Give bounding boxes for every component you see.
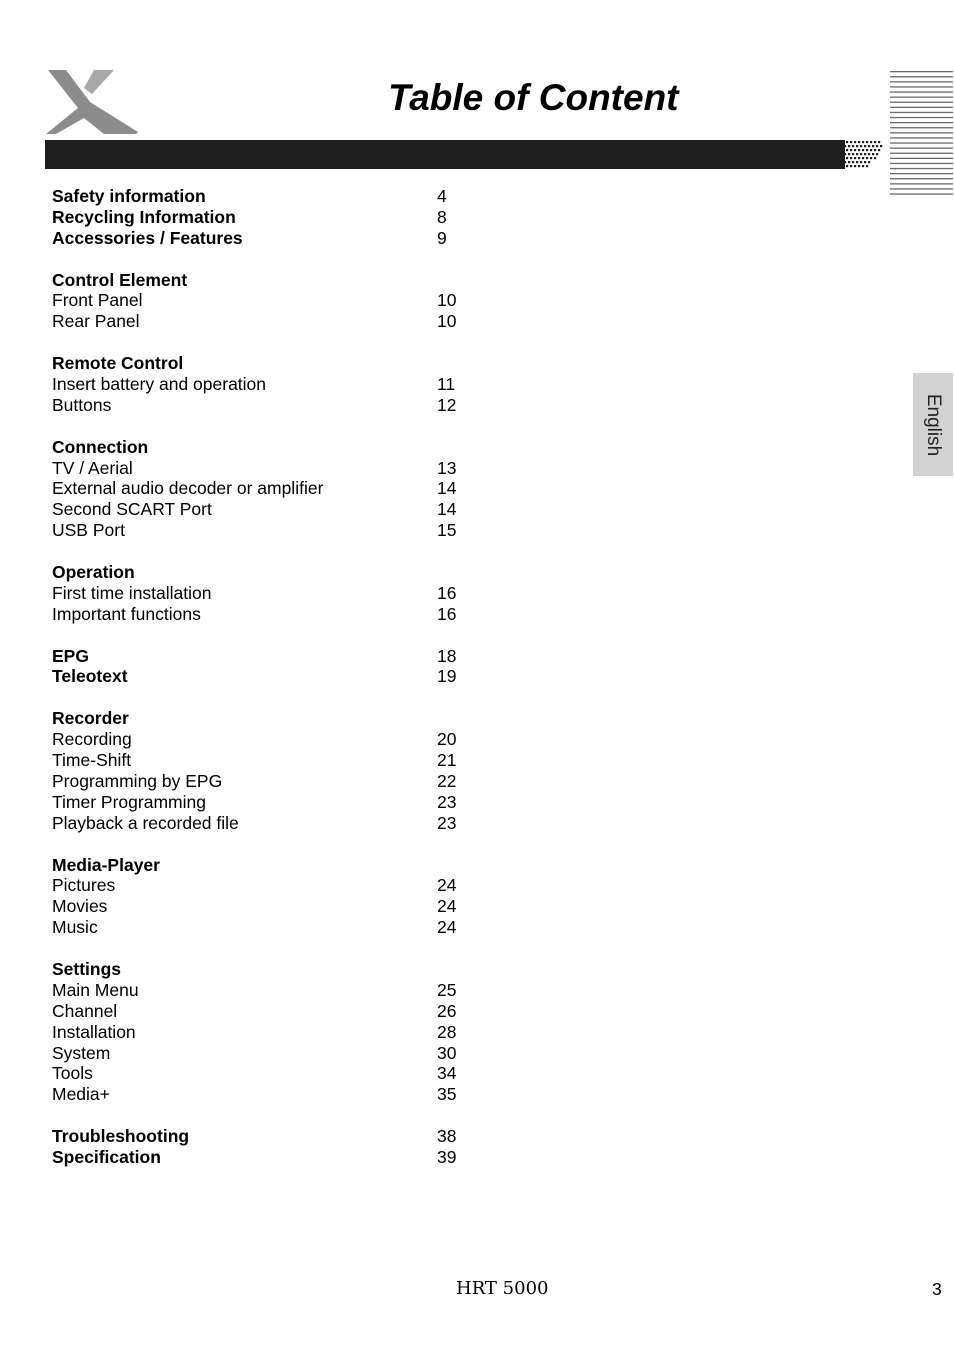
toc-entry xyxy=(52,604,472,625)
toc-entry-label: Insert battery and operation xyxy=(52,374,267,395)
toc-entry-label: Media-Player xyxy=(52,854,160,875)
toc-entry-label: Channel xyxy=(52,1000,118,1021)
toc-entry xyxy=(52,1084,472,1105)
toc-entry-page: 20 xyxy=(437,729,457,750)
toc-entry-page: 10 xyxy=(437,311,457,332)
toc-entry-page: 23 xyxy=(437,791,457,812)
toc-entry-label: Recording xyxy=(52,729,132,750)
toc-entry-label: Pictures xyxy=(52,875,116,896)
toc-entry-label: Specification xyxy=(52,1146,161,1167)
header-bar xyxy=(45,140,845,169)
toc-entry-label: Connection xyxy=(52,436,149,457)
toc-entry xyxy=(52,395,472,416)
toc-entry-label: Important functions xyxy=(52,603,201,624)
toc-entry xyxy=(52,311,472,332)
table-of-contents xyxy=(52,186,472,1168)
toc-section-heading xyxy=(52,959,472,980)
toc-entry xyxy=(52,374,472,395)
toc-section-heading xyxy=(52,437,472,458)
toc-entry-label: Safety information xyxy=(52,186,206,206)
toc-entry-page: 30 xyxy=(437,1042,457,1063)
toc-entry-label: First time installation xyxy=(52,582,212,603)
toc-entry xyxy=(52,186,472,207)
toc-entry xyxy=(52,1043,472,1064)
toc-section-heading xyxy=(52,270,472,291)
toc-entry-label: Operation xyxy=(52,562,135,583)
toc-entry-label: Buttons xyxy=(52,394,112,415)
toc-section-heading xyxy=(52,708,472,729)
toc-entry-page: 10 xyxy=(437,290,457,311)
toc-entry-page: 19 xyxy=(437,666,457,687)
toc-entry xyxy=(52,980,472,1001)
toc-entry-label: USB Port xyxy=(52,520,125,541)
toc-entry-label: Time-Shift xyxy=(52,750,132,771)
toc-entry-page: 21 xyxy=(437,750,457,771)
toc-entry-page: 14 xyxy=(437,499,457,520)
toc-entry-label: Timer Programming xyxy=(52,791,206,812)
toc-entry-page: 12 xyxy=(437,394,457,415)
toc-entry-label: Recycling Information xyxy=(52,206,236,227)
toc-entry-label: Music xyxy=(52,917,98,938)
toc-entry-label: Media+ xyxy=(52,1084,110,1105)
toc-entry xyxy=(52,1063,472,1084)
toc-entry-label: Programming by EPG xyxy=(52,770,223,791)
toc-entry-page: 8 xyxy=(437,206,447,227)
toc-spacer xyxy=(52,625,472,646)
toc-entry xyxy=(52,666,472,687)
toc-entry-page: 13 xyxy=(437,457,457,478)
toc-entry-label: Remote Control xyxy=(52,353,184,374)
toc-section-heading xyxy=(52,353,472,374)
toc-entry-page: 24 xyxy=(437,896,457,917)
toc-entry-label: Tools xyxy=(52,1063,93,1084)
toc-entry-page: 15 xyxy=(437,520,457,541)
toc-entry-page: 34 xyxy=(437,1063,457,1084)
toc-entry-label: Installation xyxy=(52,1021,136,1042)
toc-entry-page: 25 xyxy=(437,979,457,1000)
toc-entry-page: 9 xyxy=(437,227,447,248)
toc-entry-page: 26 xyxy=(437,1000,457,1021)
toc-entry-label: Settings xyxy=(52,958,122,979)
toc-entry-page: 38 xyxy=(437,1126,457,1147)
toc-entry-page: 39 xyxy=(437,1146,457,1167)
toc-entry xyxy=(52,1001,472,1022)
toc-spacer xyxy=(52,687,472,708)
decorative-stripes xyxy=(890,70,953,197)
toc-spacer xyxy=(52,332,472,353)
toc-entry-label: Accessories / Features xyxy=(52,227,243,248)
language-tab xyxy=(913,373,953,476)
toc-entry xyxy=(52,917,472,938)
toc-entry-page: 23 xyxy=(437,812,457,833)
toc-entry-label: Recorder xyxy=(52,708,129,729)
toc-entry xyxy=(52,896,472,917)
toc-entry-page: 35 xyxy=(437,1084,457,1105)
toc-entry-page: 16 xyxy=(437,603,457,624)
toc-entry xyxy=(52,290,472,311)
header-bar-fade xyxy=(838,140,884,169)
toc-entry xyxy=(52,520,472,541)
toc-entry-page: 24 xyxy=(437,917,457,938)
toc-entry xyxy=(52,771,472,792)
toc-entry-label: EPG xyxy=(52,645,89,666)
toc-entry-label: Front Panel xyxy=(52,290,143,311)
toc-entry xyxy=(52,750,472,771)
toc-entry xyxy=(52,1022,472,1043)
toc-entry xyxy=(52,207,472,228)
toc-entry-label: External audio decoder or amplifier xyxy=(52,478,324,499)
toc-entry-page: 28 xyxy=(437,1021,457,1042)
toc-entry xyxy=(52,646,472,667)
toc-entry-label: Control Element xyxy=(52,269,188,290)
toc-spacer xyxy=(52,416,472,437)
toc-entry-label: Second SCART Port xyxy=(52,499,212,520)
toc-section-heading xyxy=(52,562,472,583)
toc-entry-page: 11 xyxy=(437,374,456,395)
toc-spacer xyxy=(52,834,472,855)
toc-entry-label: Rear Panel xyxy=(52,311,140,332)
toc-entry xyxy=(52,792,472,813)
toc-entry xyxy=(52,228,472,249)
toc-spacer xyxy=(52,249,472,270)
toc-spacer xyxy=(52,938,472,959)
xoro-logo xyxy=(44,68,142,136)
toc-entry xyxy=(52,1126,472,1147)
toc-entry-page: 18 xyxy=(437,645,457,666)
toc-entry-label: Movies xyxy=(52,896,108,917)
toc-entry xyxy=(52,478,472,499)
toc-entry xyxy=(52,499,472,520)
toc-entry-page: 24 xyxy=(437,875,457,896)
toc-entry-page: 4 xyxy=(437,186,447,206)
toc-entry-label: System xyxy=(52,1042,111,1063)
toc-spacer xyxy=(52,541,472,562)
toc-entry-page: 22 xyxy=(437,770,457,791)
page-title: Table of Content xyxy=(388,77,679,118)
toc-entry xyxy=(52,458,472,479)
toc-entry xyxy=(52,1147,472,1168)
toc-entry-label: Troubleshooting xyxy=(52,1126,190,1147)
footer-model: HRT 5000 xyxy=(456,1278,549,1299)
toc-entry-label: Teleotext xyxy=(52,666,128,687)
toc-spacer xyxy=(52,1105,472,1126)
toc-entry-page: 16 xyxy=(437,582,457,603)
toc-entry xyxy=(52,813,472,834)
toc-entry-page: 14 xyxy=(437,478,457,499)
toc-entry-label: Main Menu xyxy=(52,979,139,1000)
toc-entry xyxy=(52,583,472,604)
toc-entry-label: Playback a recorded file xyxy=(52,812,239,833)
language-tab-label: English xyxy=(923,393,944,456)
toc-section-heading xyxy=(52,855,472,876)
toc-entry xyxy=(52,729,472,750)
toc-entry xyxy=(52,875,472,896)
toc-entry-label: TV / Aerial xyxy=(52,457,133,478)
page-number: 3 xyxy=(932,1279,942,1299)
